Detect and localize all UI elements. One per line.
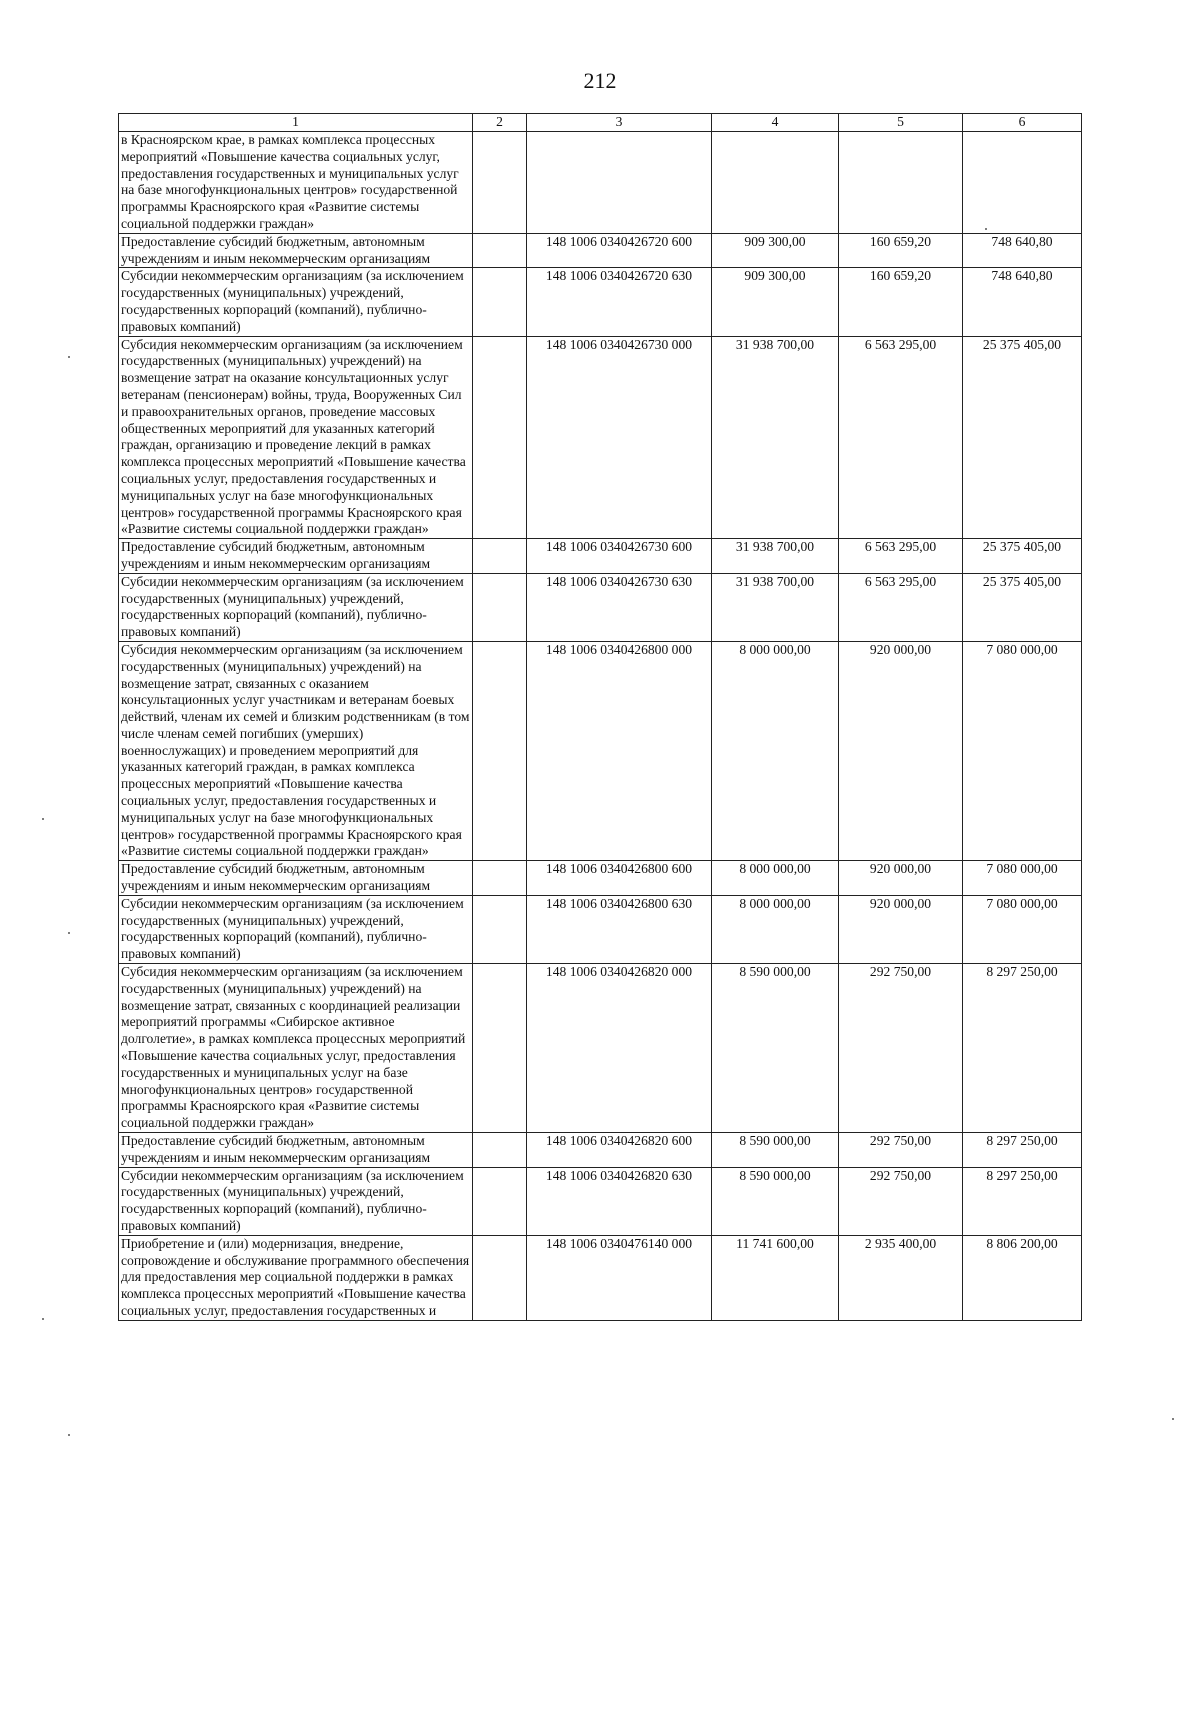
table-row xyxy=(119,1167,1082,1235)
table-row xyxy=(119,895,1082,963)
row-amount-col5: 920 000,00 xyxy=(839,895,963,963)
table-row xyxy=(119,641,1082,860)
scan-speck xyxy=(68,932,70,934)
row-description: Субсидии некоммерческим организациям (за исключением государственных (муниципальных) учреждений, государственных корпораций (компаний), публично-правовых компаний) xyxy=(119,573,473,641)
scan-speck xyxy=(1172,1418,1174,1420)
table-row xyxy=(119,861,1082,896)
row-amount-col6: 8 297 250,00 xyxy=(963,964,1082,1133)
row-col2 xyxy=(473,132,527,234)
row-col2 xyxy=(473,641,527,860)
row-col2 xyxy=(473,1167,527,1235)
row-col2 xyxy=(473,1235,527,1320)
table-row xyxy=(119,1235,1082,1320)
column-header-5: 5 xyxy=(839,114,963,132)
column-header-4: 4 xyxy=(712,114,839,132)
row-budget-code: 148 1006 0340426730 600 xyxy=(527,539,712,574)
table-row xyxy=(119,964,1082,1133)
row-amount-col5: 292 750,00 xyxy=(839,1133,963,1168)
scan-speck xyxy=(42,818,44,820)
row-description: Субсидии некоммерческим организациям (за исключением государственных (муниципальных) учреждений, государственных корпораций (компаний), публично-правовых компаний) xyxy=(119,268,473,336)
row-col2 xyxy=(473,895,527,963)
row-amount-col5: 920 000,00 xyxy=(839,641,963,860)
column-number-header-row xyxy=(119,114,1082,132)
row-amount-col6: 25 375 405,00 xyxy=(963,539,1082,574)
row-budget-code: 148 1006 0340426800 630 xyxy=(527,895,712,963)
row-amount-col6: 748 640,80 xyxy=(963,233,1082,268)
row-amount-col4: 8 590 000,00 xyxy=(712,1133,839,1168)
row-amount-col5: 2 935 400,00 xyxy=(839,1235,963,1320)
budget-table-body xyxy=(119,114,1082,1321)
row-col2 xyxy=(473,539,527,574)
scan-speck xyxy=(985,228,987,230)
row-amount-col6: 8 297 250,00 xyxy=(963,1167,1082,1235)
row-amount-col5: 6 563 295,00 xyxy=(839,573,963,641)
row-col2 xyxy=(473,268,527,336)
column-header-2: 2 xyxy=(473,114,527,132)
row-col2 xyxy=(473,336,527,539)
row-amount-col6: 25 375 405,00 xyxy=(963,573,1082,641)
row-budget-code xyxy=(527,132,712,234)
row-col2 xyxy=(473,1133,527,1168)
row-amount-col6: 7 080 000,00 xyxy=(963,641,1082,860)
row-amount-col5: 6 563 295,00 xyxy=(839,336,963,539)
table-row xyxy=(119,132,1082,234)
row-budget-code: 148 1006 0340426800 600 xyxy=(527,861,712,896)
row-budget-code: 148 1006 0340426820 000 xyxy=(527,964,712,1133)
scan-speck xyxy=(42,1318,44,1320)
table-row xyxy=(119,1133,1082,1168)
row-description: Субсидии некоммерческим организациям (за исключением государственных (муниципальных) учреждений, государственных корпораций (компаний), публично-правовых компаний) xyxy=(119,1167,473,1235)
row-description: Предоставление субсидий бюджетным, автономным учреждениям и иным некоммерческим организациям xyxy=(119,1133,473,1168)
row-col2 xyxy=(473,573,527,641)
row-amount-col4: 8 000 000,00 xyxy=(712,641,839,860)
row-amount-col5: 292 750,00 xyxy=(839,1167,963,1235)
row-budget-code: 148 1006 0340426720 630 xyxy=(527,268,712,336)
row-amount-col5: 160 659,20 xyxy=(839,233,963,268)
row-amount-col5 xyxy=(839,132,963,234)
row-amount-col5: 292 750,00 xyxy=(839,964,963,1133)
row-amount-col4: 8 590 000,00 xyxy=(712,1167,839,1235)
row-amount-col4: 909 300,00 xyxy=(712,268,839,336)
table-row xyxy=(119,233,1082,268)
row-amount-col5: 6 563 295,00 xyxy=(839,539,963,574)
row-description: Субсидия некоммерческим организациям (за исключением государственных (муниципальных) учреждений) на возмещение затрат, связанных с координацией реализации мероприятий программы «Сибирское активное долголетие», в рамках комплекса процессных мероприятий «Повышение качества социальных услуг, предоставления государственных и муниципальных услуг на базе многофункциональных центров» государственной программы Красноярского края «Развитие системы социальной поддержки граждан» xyxy=(119,964,473,1133)
row-description: Предоставление субсидий бюджетным, автономным учреждениям и иным некоммерческим организациям xyxy=(119,539,473,574)
row-amount-col4: 8 000 000,00 xyxy=(712,861,839,896)
table-row xyxy=(119,336,1082,539)
row-description: Предоставление субсидий бюджетным, автономным учреждениям и иным некоммерческим организациям xyxy=(119,233,473,268)
page-number: 212 xyxy=(583,68,617,93)
row-description: в Красноярском крае, в рамках комплекса процессных мероприятий «Повышение качества социальных услуг, предоставления государственных и муниципальных услуг на базе многофункциональных центров» государственной программы Красноярского края «Развитие системы социальной поддержки граждан» xyxy=(119,132,473,234)
row-amount-col6 xyxy=(963,132,1082,234)
row-amount-col6: 7 080 000,00 xyxy=(963,861,1082,896)
row-col2 xyxy=(473,861,527,896)
table-row xyxy=(119,573,1082,641)
row-amount-col4: 909 300,00 xyxy=(712,233,839,268)
row-budget-code: 148 1006 0340426730 630 xyxy=(527,573,712,641)
row-description: Приобретение и (или) модернизация, внедрение, сопровождение и обслуживание программного обеспечения для предоставления мер социальной поддержки в рамках комплекса процессных мероприятий «Повышение качества социальных услуг, предоставления государственных и xyxy=(119,1235,473,1320)
row-amount-col4: 8 590 000,00 xyxy=(712,964,839,1133)
row-budget-code: 148 1006 0340426820 600 xyxy=(527,1133,712,1168)
row-col2 xyxy=(473,233,527,268)
row-description: Субсидии некоммерческим организациям (за исключением государственных (муниципальных) учреждений, государственных корпораций (компаний), публично-правовых компаний) xyxy=(119,895,473,963)
row-amount-col4: 31 938 700,00 xyxy=(712,539,839,574)
budget-table xyxy=(118,113,1082,1321)
row-amount-col4: 11 741 600,00 xyxy=(712,1235,839,1320)
row-col2 xyxy=(473,964,527,1133)
column-header-3: 3 xyxy=(527,114,712,132)
row-amount-col6: 25 375 405,00 xyxy=(963,336,1082,539)
row-amount-col6: 7 080 000,00 xyxy=(963,895,1082,963)
row-budget-code: 148 1006 0340426730 000 xyxy=(527,336,712,539)
row-budget-code: 148 1006 0340426800 000 xyxy=(527,641,712,860)
row-budget-code: 148 1006 0340426820 630 xyxy=(527,1167,712,1235)
row-description: Субсидия некоммерческим организациям (за исключением государственных (муниципальных) учреждений) на возмещение затрат, связанных с оказанием консультационных услуг участникам и ветеранам боевых действий, членам их семей и близким родственникам (в том числе членам семей погибших (умерших) военнослужащих) и проведением мероприятий для указанных категорий граждан, в рамках комплекса процессных мероприятий «Повышение качества социальных услуг, предоставления государственных и муниципальных услуг на базе многофункциональных центров» государственной программы Красноярского края «Развитие системы социальной поддержки граждан» xyxy=(119,641,473,860)
row-amount-col6: 8 297 250,00 xyxy=(963,1133,1082,1168)
row-amount-col4: 31 938 700,00 xyxy=(712,573,839,641)
column-header-6: 6 xyxy=(963,114,1082,132)
row-amount-col4: 8 000 000,00 xyxy=(712,895,839,963)
column-header-1: 1 xyxy=(119,114,473,132)
scan-speck xyxy=(68,356,70,358)
row-amount-col4 xyxy=(712,132,839,234)
scan-speck xyxy=(68,1434,70,1436)
row-amount-col5: 160 659,20 xyxy=(839,268,963,336)
row-description: Предоставление субсидий бюджетным, автономным учреждениям и иным некоммерческим организациям xyxy=(119,861,473,896)
row-amount-col4: 31 938 700,00 xyxy=(712,336,839,539)
row-description: Субсидия некоммерческим организациям (за исключением государственных (муниципальных) учреждений) на возмещение затрат на оказание консультационных услуг ветеранам (пенсионерам) войны, труда, Вооруженных Сил и правоохранительных органов, проведение массовых общественных мероприятий для указанных категорий граждан, организацию и проведение лекций в рамках комплекса процессных мероприятий «Повышение качества социальных услуг, предоставления государственных и муниципальных услуг на базе многофункциональных центров» государственной программы Красноярского края «Развитие системы социальной поддержки граждан» xyxy=(119,336,473,539)
row-amount-col5: 920 000,00 xyxy=(839,861,963,896)
table-row xyxy=(119,268,1082,336)
row-budget-code: 148 1006 0340426720 600 xyxy=(527,233,712,268)
row-budget-code: 148 1006 0340476140 000 xyxy=(527,1235,712,1320)
row-amount-col6: 748 640,80 xyxy=(963,268,1082,336)
table-row xyxy=(119,539,1082,574)
row-amount-col6: 8 806 200,00 xyxy=(963,1235,1082,1320)
